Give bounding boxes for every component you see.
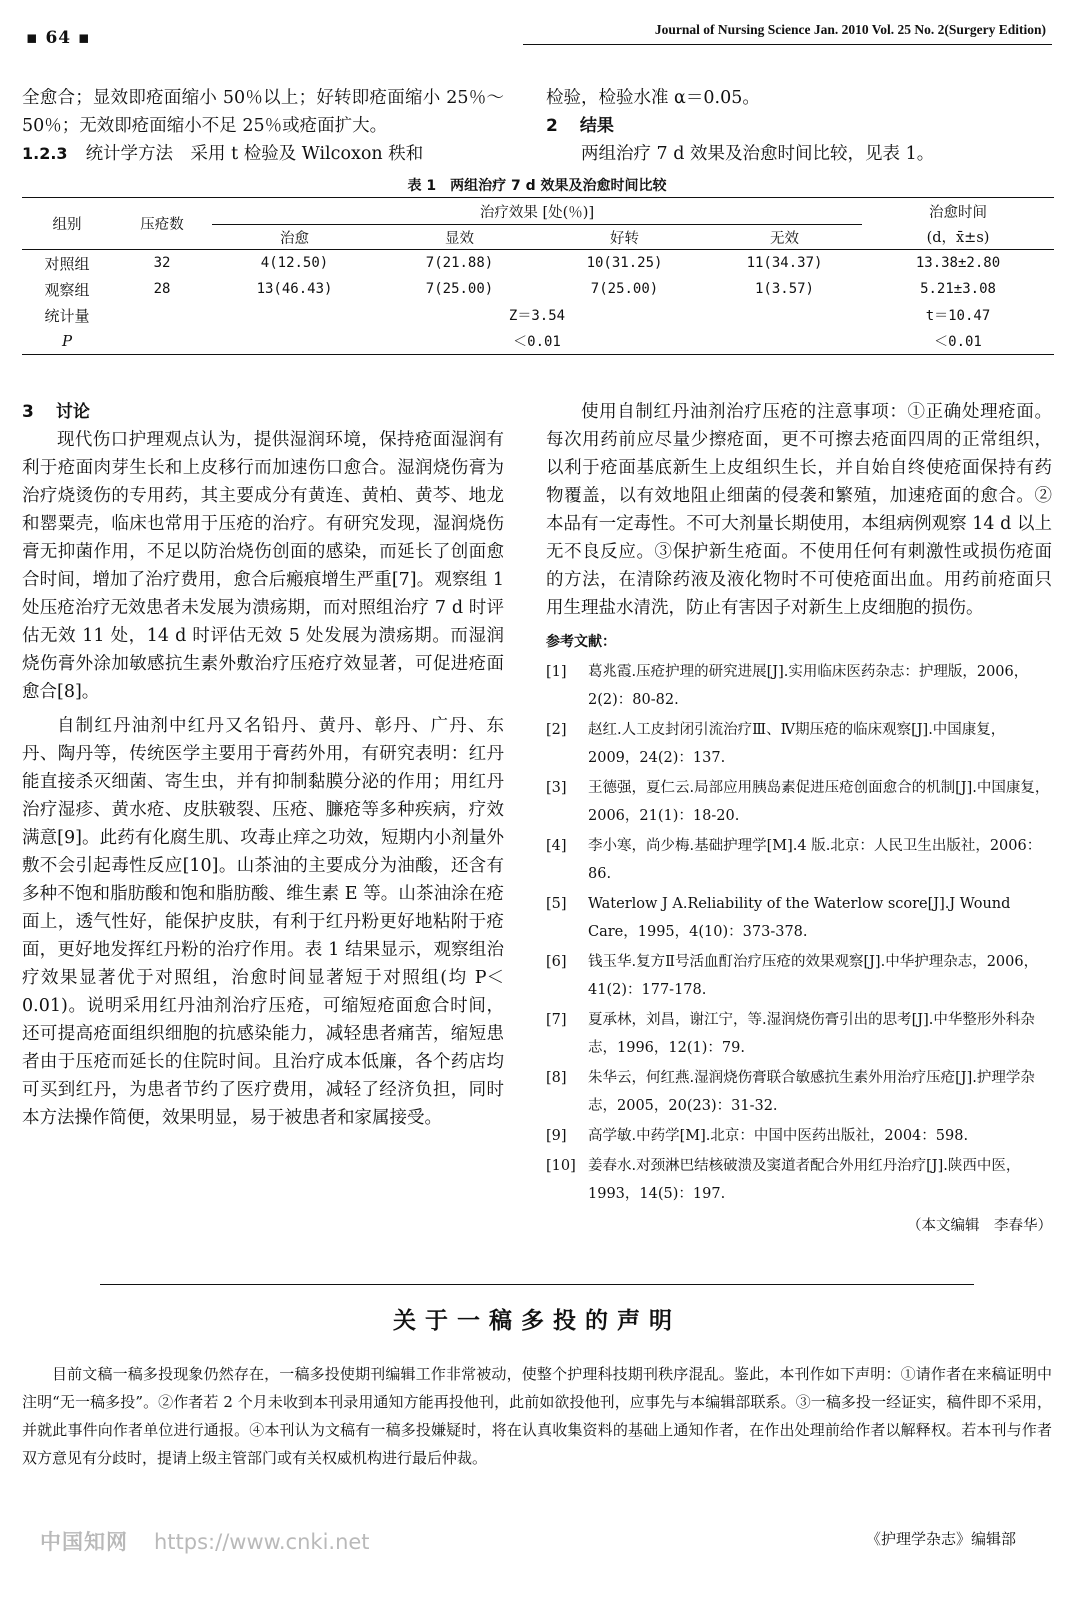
cell-marked: 7(21.88) [425,255,494,271]
col-header-cure: 治愈 [212,225,377,250]
reference-item [546,716,1052,772]
cell-none: 1(3.57) [754,281,814,297]
cell-cure: 4(12.50) [260,255,329,271]
reference-text: 高学敏.中药学[M].北京：中国中医药出版社，2004：598. [588,1128,969,1144]
discussion-paragraph-2: 自制红丹油剂中红丹又名铅丹、黄丹、彰丹、广丹、东丹、陶丹等，传统医学主要用于膏药外用，有研究表明：红丹能直接杀灭细菌、寄生虫，并有抑制黏膜分泌的作用；用红丹治疗湿疹、黄水疮、皮肤皲裂、压疮、臁疮等多种疾病，疗效满意[9]。此药有化腐生肌、攻毒止痒之功效，短期内小剂量外敷不会引起毒性反应[10]。山茶油的主要成分为油酸，还含有多种不饱和脂肪酸和饱和脂肪酸、维生素 E 等。山茶油涂在疮面上，透气性好，能保护皮肤，有利于红丹粉更好地粘附于疮面，更好地发挥红丹粉的治疗作用。表 1 结果显示，观察组治疗效果显著优于对照组，治愈时间显著短于对照组(均 P＜0.01)。说明采用红丹油剂治疗压疮，可缩短疮面愈合时间，还可提高疮面组织细胞的抗感染能力，减轻患者痛苦，缩短患者由于压疮而延长的住院时间。且治疗成本低廉，各个药店均可买到红丹，为患者节约了医疗费用，减轻了经济负担，同时本方法操作简便，效果明显，易于被患者和家属接受。 [22,716,504,1128]
reference-number: [8] [546,1070,567,1086]
stats-method-text: 统计学方法 采用 t 检验及 Wilcoxon 秩和 [85,144,424,164]
cell-stat-z: Z＝3.54 [508,308,566,324]
watermark-url: https://www.cnki.net [154,1530,370,1554]
cell-marked: 7(25.00) [425,281,494,297]
cell-improve: 7(25.00) [590,281,659,297]
reference-number: [1] [546,664,567,680]
references-title: 参考文献： [546,634,616,650]
cell-stat-label: 统计量 [44,306,90,325]
top-left-column [22,84,504,168]
test-level-text: 检验，检验水准 α＝0.05。 [546,88,760,108]
header-rule [523,44,1052,45]
results-heading-title: 结果 [579,116,614,136]
cell-group: 对照组 [44,254,90,273]
discussion-right-column [546,398,1052,1240]
discussion-heading-title: 讨论 [55,402,90,422]
cell-improve: 10(31.25) [586,255,663,271]
reference-number: [3] [546,780,567,796]
top-right-column [546,84,1052,168]
col-header-group: 组别 [22,198,112,250]
cell-p-time: ＜0.01 [862,328,1054,355]
reference-item [546,658,1052,714]
journal-header: Journal of Nursing Science Jan. 2010 Vol. 25 No. 2(Surgery Edition) [654,22,1046,37]
page-number: ▪ 64 ▪ [26,28,91,48]
results-heading [546,112,1052,140]
cell-p-effect: ＜0.01 [212,328,862,355]
results-paragraph: 两组治疗 7 d 效果及治愈时间比较，见表 1。 [581,144,935,164]
discussion-heading [22,398,504,426]
table-row-p [22,328,1054,355]
cell-count: 32 [153,255,171,271]
reference-item [546,1122,1052,1150]
reference-text: 赵红.人工皮封闭引流治疗Ⅲ、Ⅳ期压疮的临床观察[J].中国康复，2009，24(2)：137. [588,722,1006,766]
table-caption: 表 1 两组治疗 7 d 效果及治愈时间比较 [407,178,667,194]
editor-note: （本文编辑 李春华） [907,1218,1052,1234]
table-row [22,250,1054,277]
reference-text: Waterlow J A.Reliability of the Waterlow score[J].J Wound Care，1995，4(10)：373-378. [588,896,1011,940]
discussion-paragraph-1: 现代伤口护理观点认为，提供湿润环境，保持疮面湿润有利于疮面肉芽生长和上皮移行而加速伤口愈合。湿润烧伤膏为治疗烧烫伤的专用药，其主要成分有黄连、黄柏、黄芩、地龙和罂粟壳，临床也常用于压疮的治疗。有研究发现，湿润烧伤膏无抑菌作用，不足以防治烧伤创面的感染，而延长了创面愈合时间，增加了治疗费用，愈合后瘢痕增生严重[7]。观察组 1 处压疮治疗无效患者未发展为溃疡期，而对照组治疗 7 d 时评估无效 11 处，14 d 时评估无效 5 处发展为溃疡期。而湿润烧伤膏外涂加敏感抗生素外敷治疗压疮疗效显著，可促进疮面愈合[8]。 [22,430,504,702]
table-row [22,276,1054,302]
discussion-paragraph-3: 使用自制红丹油剂治疗压疮的注意事项：①正确处理疮面。每次用药前应尽量少擦疮面，更不可擦去疮面四周的正常组织，以利于疮面基底新生上皮组织生长，并自始自终使疮面保持有药物覆盖，以有效地阻止细菌的侵袭和繁殖，加速疮面的愈合。②本品有一定毒性。不可大剂量长期使用，本组病例观察 14 d 以上无不良反应。③保护新生疮面。不使用任何有刺激性或损伤疮面的方法，在清除药液及液化物时不可使疮面出血。用药前疮面只用生理盐水清洗，防止有害因子对新生上皮细胞的损伤。 [546,402,1052,618]
results-table [22,197,1054,355]
reference-number: [4] [546,838,567,854]
reference-number: [5] [546,896,567,912]
reference-number: [10] [546,1158,576,1174]
reference-item [546,832,1052,888]
col-header-time-unit: (d，x̄±s) [862,225,1054,250]
reference-item [546,890,1052,946]
cell-none: 11(34.37) [746,255,823,271]
reference-number: [9] [546,1128,567,1144]
reference-item [546,948,1052,1004]
reference-text: 朱华云，何红燕.湿润烧伤膏联合敏感抗生素外用治疗压疮[J].护理学杂志，2005，20(23)：31-32. [588,1070,1035,1114]
stats-method-paragraph [22,140,504,168]
col-header-none: 无效 [707,225,862,250]
reference-text: 夏承林，刘昌，谢江宁，等.湿润烧伤膏引出的思考[J].中华整形外科杂志，1996，12(1)：79. [588,1012,1035,1056]
cell-count: 28 [153,281,171,297]
results-heading-number: 2 [546,116,558,136]
cell-stat-t: t＝10.47 [925,308,991,324]
cell-group: 观察组 [44,280,90,299]
reference-text: 李小寒，尚少梅.基础护理学[M].4 版.北京：人民卫生出版社，2006：86. [588,838,1042,882]
col-header-marked: 显效 [377,225,542,250]
reference-number: [2] [546,722,567,738]
reference-item [546,1064,1052,1120]
reference-item [546,1152,1052,1208]
reference-number: [7] [546,1012,567,1028]
discussion-left-column [22,398,504,1132]
table-row-statistic [22,302,1054,328]
announcement-rule [100,1284,974,1285]
reference-text: 王德强，夏仁云.局部应用胰岛素促进压疮创面愈合的机制[J].中国康复，2006，21(1)：18-20. [588,780,1050,824]
cell-time: 13.38±2.80 [915,255,1001,271]
reference-list [546,658,1052,1208]
subsection-number: 1.2.3 [22,144,68,163]
watermark-brand: 中国知网 [40,1530,128,1554]
reference-text: 钱玉华.复方Ⅱ号活血酊治疗压疮的效果观察[J].中华护理杂志，2006，41(2)：177-178. [588,954,1039,998]
reference-text: 姜春水.对颈淋巴结核破溃及窦道者配合外用红丹治疗[J].陕西中医，1993，14(5)：197. [588,1158,1021,1202]
cnki-watermark [40,1526,370,1556]
discussion-heading-number: 3 [22,402,34,422]
announcement-body: 目前文稿一稿多投现象仍然存在，一稿多投使期刊编辑工作非常被动，使整个护理科技期刊秩序混乱。鉴此，本刊作如下声明：①请作者在来稿证明中注明“无一稿多投”。②作者若 2 个月未收到本刊录用通知方能再投他刊，此前如欲投他刊，应事先与本编辑部联系。③一稿多投一经证实，稿件即不采用，并就此事件向作者单位进行通报。④本刊认为文稿有一稿多投嫌疑时，将在认真收集资料的基础上通知作者，在作出处理前给作者以解释权。若本刊与作者双方意见有分歧时，提请上级主管部门或有关权威机构进行最后仲裁。 [22,1365,1052,1467]
col-header-count: 压疮数 [112,198,212,250]
reference-item [546,1006,1052,1062]
reference-number: [6] [546,954,567,970]
col-header-improve: 好转 [542,225,707,250]
col-header-effect: 治疗效果 [处(％)] [212,198,862,225]
cell-p-label: P [22,328,112,355]
criteria-paragraph: 全愈合；显效即疮面缩小 50％以上；好转即疮面缩小 25％～50％；无效即疮面缩小不足 25％或疮面扩大。 [22,88,504,136]
col-header-time: 治愈时间 [862,198,1054,225]
cell-cure: 13(46.43) [256,281,333,297]
reference-item [546,774,1052,830]
reference-text: 葛兆霞.压疮护理的研究进展[J].实用临床医药杂志：护理版，2006，2(2)：80-82. [588,664,1029,708]
cell-time: 5.21±3.08 [920,281,996,297]
announcement-title: 关于一稿多投的声明 [393,1308,681,1334]
announcement-signature: 《护理学杂志》编辑部 [865,1530,1016,1548]
